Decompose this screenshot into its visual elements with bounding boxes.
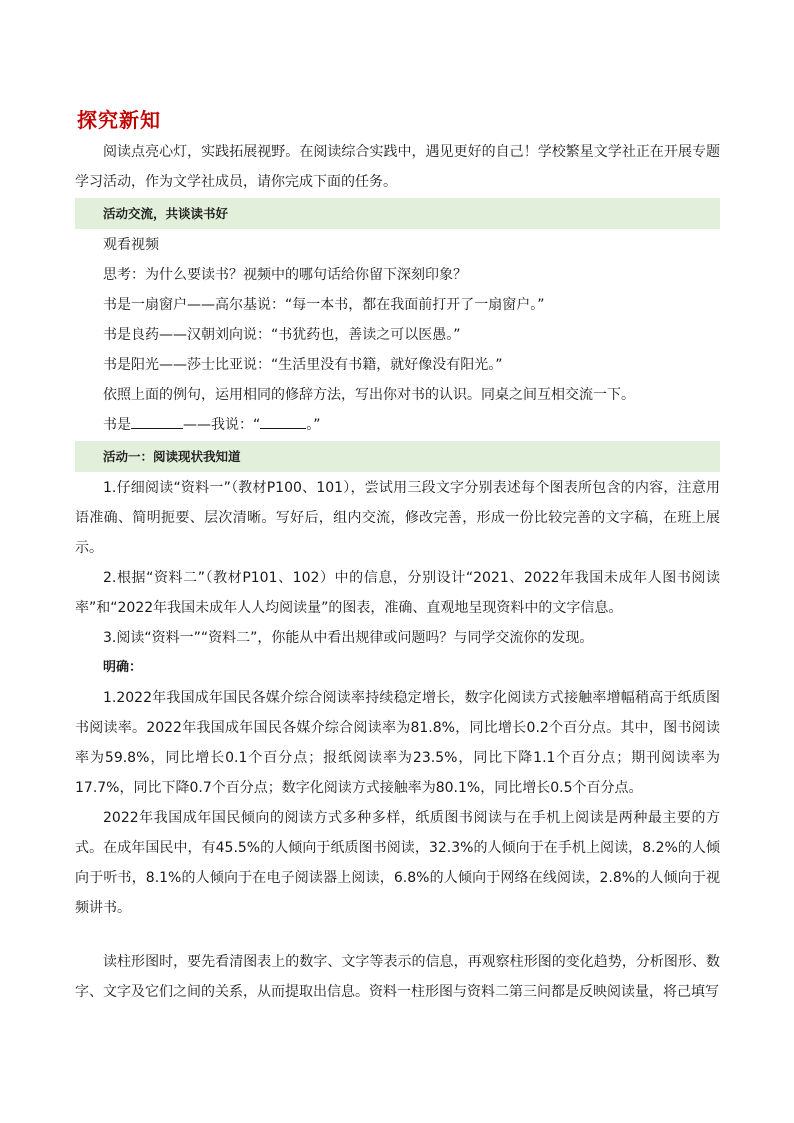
activity-band-reading-status: 活动一：阅读现状我知道 <box>75 441 720 472</box>
fill-blank-2[interactable] <box>260 413 306 429</box>
imitate-instruction: 依照上面的例句，运用相同的修辞方法，写出你对书的认识。同桌之间互相交流一下。 <box>103 387 635 403</box>
fill-in-sentence <box>75 410 720 440</box>
task-2: 2.根据“资料二”（教材P101、102）中的信息，分别设计“2021、2022年我国未成年人图书阅读率”和“2022年我国未成年人人均阅读量”的图表，准确、直观地呈现资料中的文字信息。 <box>75 570 720 616</box>
paragraph-gap <box>75 923 720 947</box>
fill-part-1: 书是 <box>103 417 131 433</box>
task-1: 1.仔细阅读“资料一”（教材P100、101），尝试用三段文字分别表述每个图表所包含的内容，注意用语准确、简明扼要、层次清晰。写好后，组内交流，修改完善，形成一份比较完善的文字稿，在班上展示。 <box>75 480 720 556</box>
intro-paragraph: 阅读点亮心灯，实践拓展视野。在阅读综合实践中，遇见更好的自己！学校繁星文学社正在开展专题学习活动，作为文学社成员，请你完成下面的任务。 <box>75 144 720 190</box>
think-question: 思考：为什么要读书？视频中的哪句话给你留下深刻印象？ <box>103 267 467 283</box>
section-title: 探究新知 <box>77 108 161 132</box>
document-body <box>75 137 720 1007</box>
clarify-label: 明确： <box>103 660 143 675</box>
watch-video-line: 观看视频 <box>103 237 159 253</box>
fill-part-3: 。” <box>306 417 321 433</box>
activity-band-discussion: 活动交流，共谈读书好 <box>75 198 720 229</box>
quote-gorky: 书是一扇窗户——高尔基说：“每一本书，都在我面前打开了一扇窗户。” <box>103 297 545 313</box>
fill-blank-1[interactable] <box>131 413 183 429</box>
fill-part-2: ——我说：“ <box>183 417 261 433</box>
answer-3: 读柱形图时，要先看清图表上的数字、文字等表示的信息，再观察柱形图的变化趋势，分析图形、数字、文字及它们之间的关系，从而提取出信息。资料一柱形图与资料二第三问都是反映阅读量，将己填写 <box>75 954 720 1000</box>
answer-1: 1.2022年我国成年国民各媒介综合阅读率持续稳定增长，数字化阅读方式接触率增幅稍高于纸质图书阅读率。2022年我国成年国民各媒介综合阅读率为81.8%，同比增长0.2个百分点。其中，图书阅读率为59.8%，同比增长0.1个百分点；报纸阅读率为23.5%，同比下降1.1个百分点；期刊阅读率为17.7%，同比下降0.7个百分点；数字化阅读方式接触率为80.1%，同比增长0.5个百分点。 <box>75 690 720 796</box>
answer-2: 2022年我国成年国民倾向的阅读方式多种多样，纸质图书阅读与在手机上阅读是两种最主要的方式。在成年国民中，有45.5%的人倾向于纸质图书阅读，32.3%的人倾向于在手机上阅读，8.2%的人倾向于听书，8.1%的人倾向于在电子阅读器上阅读，6.8%的人倾向于网络在线阅读，2.8%的人倾向于视频讲书。 <box>75 810 720 916</box>
quote-liuxiang: 书是良药——汉朝刘向说：“书犹药也，善读之可以医愚。” <box>103 327 461 343</box>
quote-shakespeare: 书是阳光——莎士比亚说：“生活里没有书籍，就好像没有阳光。” <box>103 357 503 373</box>
task-3: 3.阅读“资料一”“资料二”，你能从中看出规律或问题吗？与同学交流你的发现。 <box>103 630 594 646</box>
